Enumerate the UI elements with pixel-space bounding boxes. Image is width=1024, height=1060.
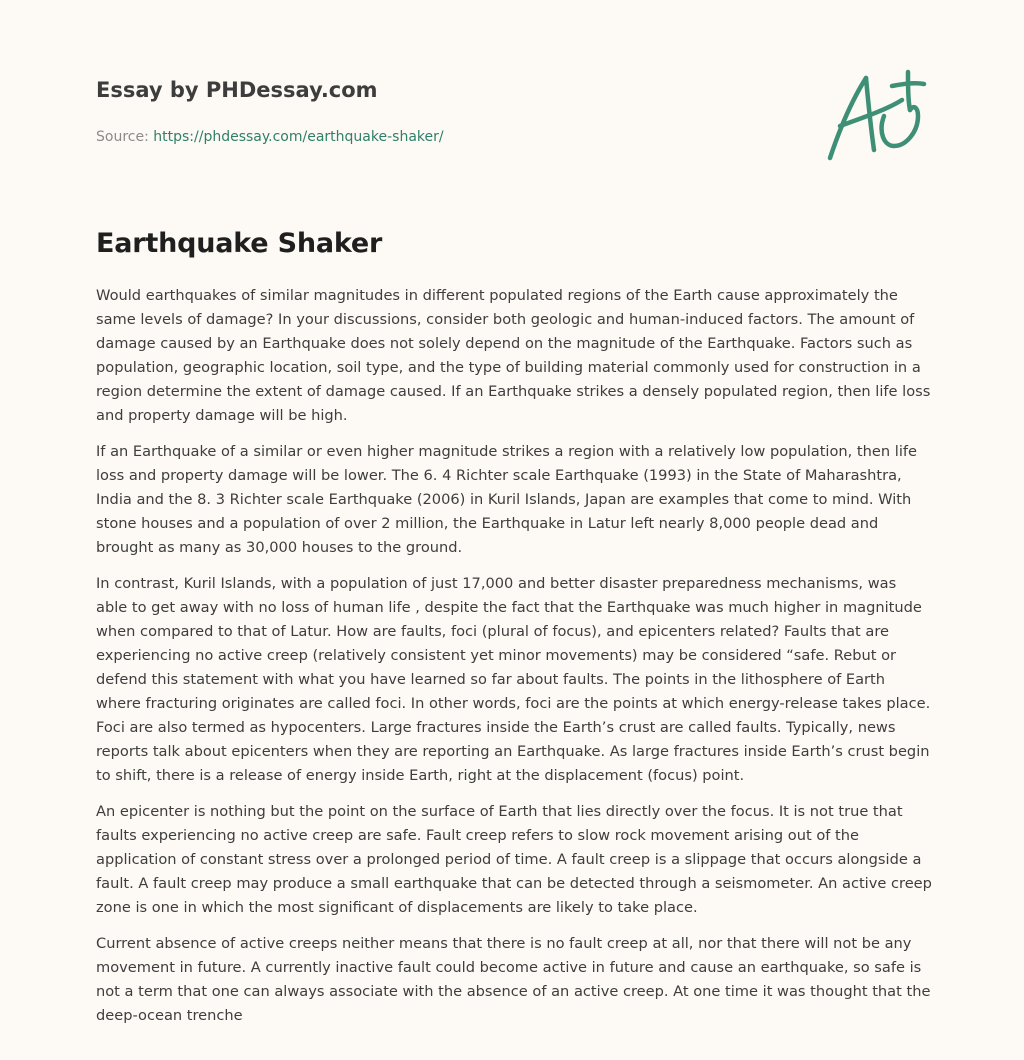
- essay-body: [96, 284, 932, 1040]
- essay-paragraph: If an Earthquake of a similar or even higher magnitude strikes a region with a relatively low population, then life loss and property damage will be lower. The 6. 4 Richter scale Earthquake (1993) in the State of Maharashtra, India and the 8. 3 Richter scale Earthquake (2006) in Kuril Islands, Japan are examples that come to mind. With stone houses and a population of over 2 million, the Earthquake in Latur left nearly 8,000 people dead and brought as many as 30,000 houses to the ground.: [96, 443, 917, 556]
- site-brand: Essay by PHDessay.com: [96, 78, 378, 102]
- a-plus-grade-icon: [822, 66, 928, 164]
- essay-paragraph: An epicenter is nothing but the point on the surface of Earth that lies directly over the focus. It is not true that faults experiencing no active creep are safe. Fault creep refers to slow rock movement arising out of the application of constant stress over a prolonged period of time. A fault creep is a slippage that occurs alongside a fault. A fault creep may produce a small earthquake that can be detected through a seismometer. An active creep zone is one in which the most significant of displacements are likely to take place.: [96, 803, 932, 916]
- source-line: [96, 128, 796, 146]
- essay-header: [96, 76, 796, 146]
- essay-paragraph: Would earthquakes of similar magnitudes in different populated regions of the Earth cause approximately the same levels of damage? In your discussions, consider both geologic and human-induced factors. The amount of damage caused by an Earthquake does not solely depend on the magnitude of the Earthquake. Factors such as population, geographic location, soil type, and the type of building material commonly used for construction in a region determine the extent of damage caused. If an Earthquake strikes a densely populated region, then life loss and property damage will be high.: [96, 287, 931, 424]
- essay-title: Earthquake Shaker: [96, 228, 383, 259]
- essay-paragraph: Current absence of active creeps neither means that there is no fault creep at all, nor that there will not be any movement in future. A currently inactive fault could become active in future and cause an earthquake, so safe is not a term that one can always associate with the absence of an active creep. At one time it was thought that the deep-ocean trenche: [96, 935, 931, 1024]
- source-link[interactable]: https://phdessay.com/earthquake-shaker/: [153, 129, 444, 145]
- source-label: Source:: [96, 129, 154, 145]
- essay-paragraph: In contrast, Kuril Islands, with a population of just 17,000 and better disaster preparedness mechanisms, was able to get away with no loss of human life , despite the fact that the Earthquake was much higher in magnitude when compared to that of Latur. How are faults, foci (plural of focus), and epicenters related? Faults that are experiencing no active creep (relatively consistent yet minor movements) may be considered “safe. Rebut or defend this statement with what you have learned so far about faults. The points in the lithosphere of Earth where fracturing originates are called foci. In other words, foci are the points at which energy-release takes place. Foci are also termed as hypocenters. Large fractures inside the Earth’s crust are called faults. Typically, news reports talk about epicenters when they are reporting an Earthquake. As large fractures inside Earth’s crust begin to shift, there is a release of energy inside Earth, right at the displacement (focus) point.: [96, 575, 931, 784]
